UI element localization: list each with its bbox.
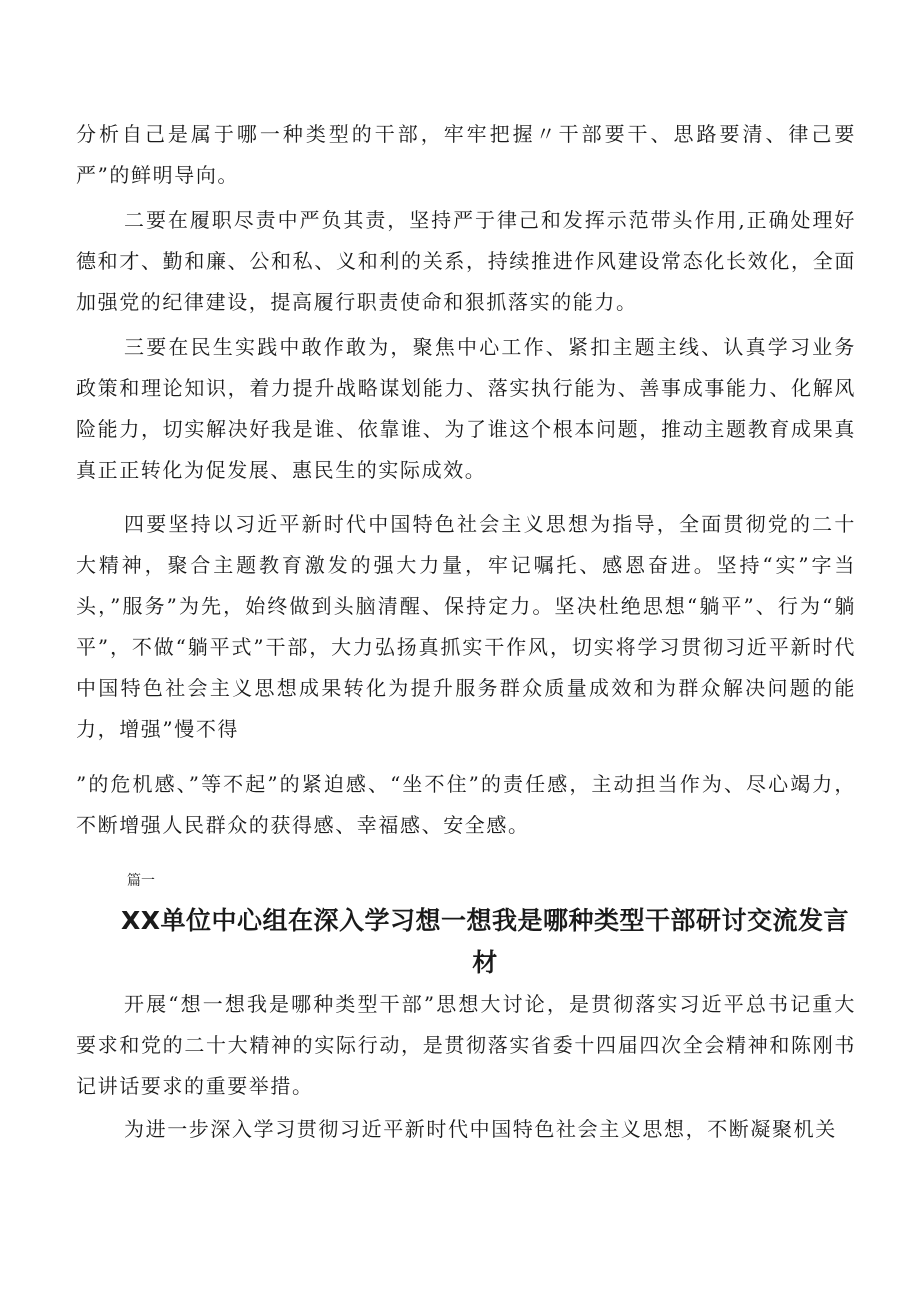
paragraph-continuation: 分析自己是属于哪一种类型的干部，牢牢把握〃干部要干、思路要清、律己要严”的鲜明导向。 bbox=[76, 122, 856, 187]
paragraph-point-three: 三要在民生实践中敢作敢为，聚焦中心工作、紧扣主题主线、认真学习业务政策和理论知识，着力提升战略谋划能力、落实执行能为、善事成事能力、化解风险能力，切实解决好我是谁、依靠谁、为了谁这个根本问题，推动主题教育成果真真正正转化为促发展、惠民生的实际成效。 bbox=[76, 335, 856, 482]
section-label: 篇一 bbox=[127, 873, 155, 889]
body-paragraph-1: 开展“想一想我是哪种类型干部”思想大讨论，是贯彻落实习近平总书记重大要求和党的二十大精神的实际行动，是贯彻落实省委十四届四次全会精神和陈刚书记讲话要求的重要举措。 bbox=[76, 992, 856, 1098]
paragraph-point-four-end: ”的危机感、”等不起”的紧迫感、“坐不住”的责任感，主动担当作为、尽心竭力，不断增强人民群众的获得感、幸福感、安全感。 bbox=[76, 772, 856, 837]
body-paragraph-2: 为进一步深入学习贯彻习近平新时代中国特色社会主义思想，不断凝聚机关 bbox=[124, 1117, 837, 1141]
paragraph-point-two: 二要在履职尽责中严负其责，坚持严于律己和发挥示范带头作用,正确处理好德和才、勤和廉、公和私、义和利的关系，持续推进作风建设常态化长效化，全面加强党的纪律建设，提高履行职责使命和狠抓落实的能力。 bbox=[76, 208, 856, 314]
paragraph-point-four: 四要坚持以习近平新时代中国特色社会主义思想为指导，全面贯彻党的二十大精神，聚合主题教育激发的强大力量，牢记嘱托、感恩奋进。坚持“实”字当头，”服务”为先，始终做到头脑清醒、保持定力。坚决杜绝思想“躺平”、行为“躺平”，不做“躺平式”干部，大力弘扬真抓实干作风，切实将学习贯彻习近平新时代中国特色社会主义思想成果转化为提升服务群众质量成效和为群众解决问题的能力，增强”慢不得 bbox=[76, 512, 856, 741]
article-title: XX单位中心组在深入学习想一想我是哪种类型干部研讨交流发言材 bbox=[120, 906, 850, 977]
